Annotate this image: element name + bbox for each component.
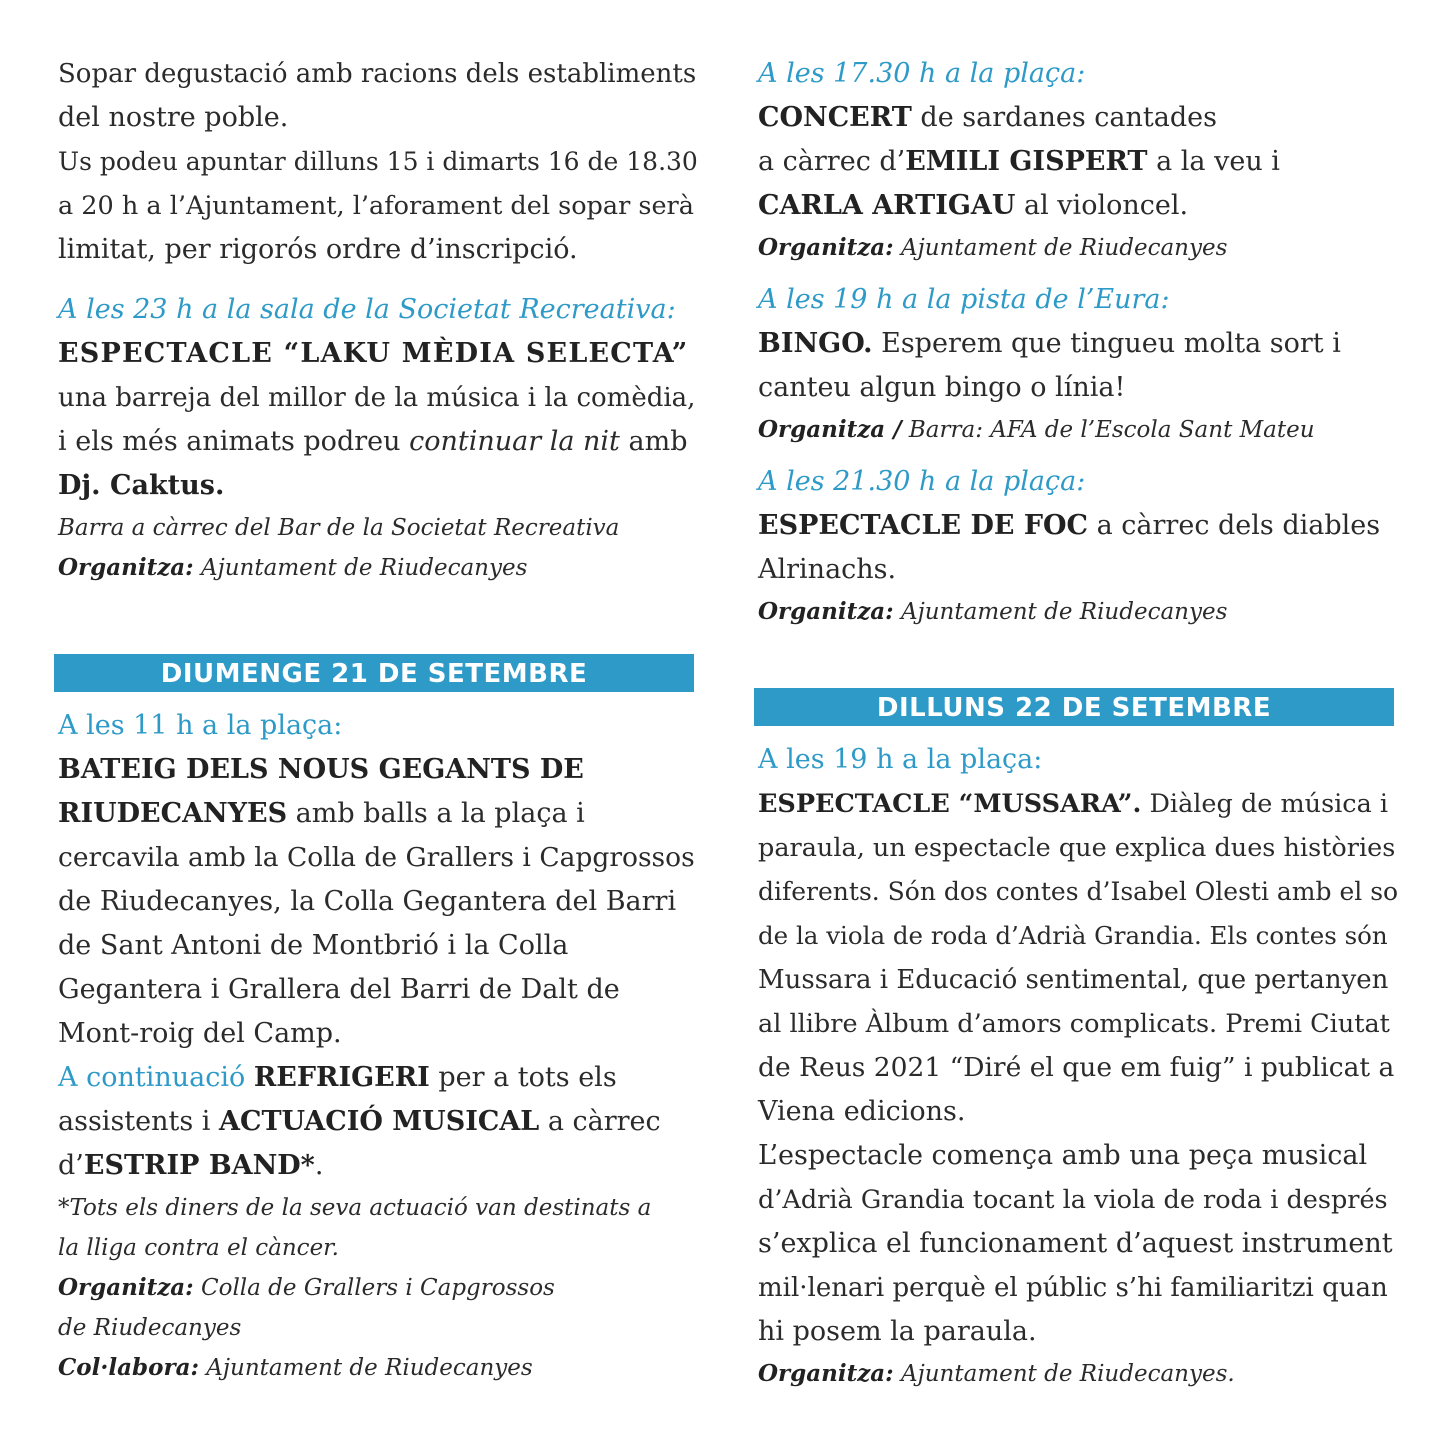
day-banner-monday: DILLUNS 22 DE SETEMBRE [754, 688, 1394, 726]
intro-line: Sopar degustació amb racions dels establiments [58, 59, 697, 89]
footnote: *Tots els diners de la seva actuació van destinats a [58, 1195, 652, 1221]
event-title: BATEIG DELS NOUS GEGANTS DE [58, 754, 584, 785]
event-text: una barreja del millor de la música i la comèdia, [58, 383, 696, 413]
event-text: A continuació REFRIGERI per a tots els [58, 1062, 617, 1093]
left-column [58, 52, 698, 1388]
event-text: BINGO. Esperem que tingueu molta sort i [758, 328, 1341, 359]
event-time: A les 23 h a la sala de la Societat Recreativa: [58, 294, 676, 325]
event-text: paraula, un espectacle que explica dues històries [758, 833, 1396, 863]
organizer-line: Organitza: Ajuntament de Riudecanyes [758, 234, 1228, 261]
event-text: CONCERT de sardanes cantades [758, 102, 1217, 133]
organizer-line: Organitza: Ajuntament de Riudecanyes [58, 554, 528, 581]
organizer-line: Organitza: Ajuntament de Riudecanyes [758, 598, 1228, 625]
footnote: la lliga contra el càncer. [58, 1235, 339, 1261]
event-text: d’ESTRIP BAND*. [58, 1150, 324, 1181]
organizer-line: Organitza: Colla de Grallers i Capgrossos [58, 1274, 555, 1301]
event-text: diferents. Són dos contes d’Isabel Olesti amb el so [758, 877, 1399, 906]
event-text: L’espectacle comença amb una peça musical [758, 1140, 1368, 1171]
event-text: Dj. Caktus. [58, 470, 225, 501]
event-text: Gegantera i Grallera del Barri de Dalt de [58, 974, 620, 1005]
event-text: Mussara i Educació sentimental, que pertanyen [758, 965, 1389, 995]
barra-note: Barra a càrrec del Bar de la Societat Recreativa [58, 515, 620, 541]
event-text: ESPECTACLE “MUSSARA”. Diàleg de música i [758, 789, 1389, 819]
event-text: de Reus 2021 “Diré el que em fuig” i publicat a [758, 1052, 1395, 1083]
organizer-line: Organitza / Barra: AFA de l’Escola Sant Mateu [758, 416, 1315, 443]
organizer-line: de Riudecanyes [58, 1315, 242, 1341]
intro-line: del nostre poble. [58, 102, 289, 133]
event-text: s’explica el funcionament d’aquest instrument [758, 1228, 1393, 1259]
right-column [758, 52, 1398, 1394]
event-title: ESPECTACLE “LAKU MÈDIA SELECTA” [58, 338, 689, 369]
event-time: A les 17.30 h a la plaça: [758, 58, 1086, 89]
event-text: RIUDECANYES amb balls a la plaça i [58, 798, 585, 829]
event-time: A les 19 h a la plaça: [758, 744, 1043, 775]
event-text: de Riudecanyes, la Colla Gegantera del Barri [58, 886, 677, 917]
event-text: i els més animats podreu continuar la nit amb [58, 426, 688, 457]
event-time: A les 11 h a la plaça: [58, 710, 343, 741]
event-text: a càrrec d’EMILI GISPERT a la veu i [758, 146, 1280, 177]
event-text: de la viola de roda d’Adrià Grandia. Els contes són [758, 921, 1388, 950]
event-text: d’Adrià Grandia tocant la viola de roda i després [758, 1185, 1388, 1215]
event-text: al llibre Àlbum d’amors complicats. Premi Ciutat [758, 1009, 1390, 1039]
collaborator-line: Col·labora: Ajuntament de Riudecanyes [58, 1354, 533, 1381]
event-text: de Sant Antoni de Montbrió i la Colla [58, 930, 569, 961]
event-text: canteu algun bingo o línia! [758, 372, 1126, 403]
event-text: assistents i ACTUACIÓ MUSICAL a càrrec [58, 1106, 661, 1137]
event-text: CARLA ARTIGAU al violoncel. [758, 190, 1189, 221]
event-text: ESPECTACLE DE FOC a càrrec dels diables [758, 510, 1381, 541]
day-banner-sunday: DIUMENGE 21 DE SETEMBRE [54, 654, 694, 692]
event-text: mil·lenari perquè el públic s’hi familiaritzi quan [758, 1273, 1388, 1303]
event-text: cercavila amb la Colla de Grallers i Capgrossos [58, 842, 695, 873]
organizer-line: Organitza: Ajuntament de Riudecanyes. [758, 1360, 1235, 1387]
event-text: hi posem la paraula. [758, 1316, 1037, 1347]
intro-line: a 20 h a l’Ajuntament, l’aforament del sopar serà [58, 191, 694, 221]
event-time: A les 19 h a la pista de l’Eura: [758, 284, 1170, 315]
event-text: Alrinachs. [758, 554, 897, 585]
event-time: A les 21.30 h a la plaça: [758, 466, 1086, 497]
event-text: Viena edicions. [758, 1096, 966, 1127]
event-text: Mont-roig del Camp. [58, 1018, 342, 1049]
intro-line: limitat, per rigorós ordre d’inscripció. [58, 234, 578, 265]
intro-line: Us podeu apuntar dilluns 15 i dimarts 16 de 18.30 [58, 147, 698, 176]
